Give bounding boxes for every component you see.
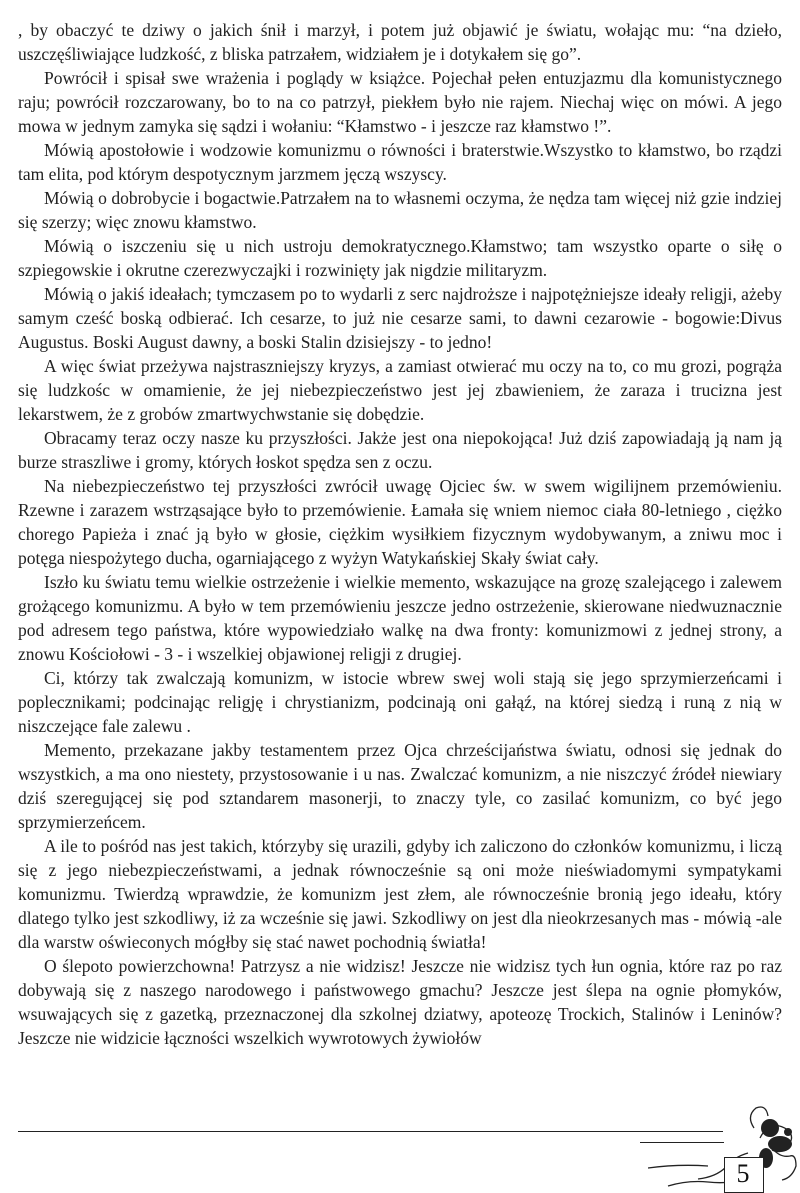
paragraph: Ci, którzy tak zwalczają komunizm, w istocie wbrew swej woli stają się jego sprzymierzeńcami i poplecznikami; podcinając religję i chrystianizm, podcinają oni gałąź, na której siedzą i runą z nią w niszczejące fale zalewu . [18, 668, 782, 736]
body-text [18, 18, 782, 1050]
paragraph: Na niebezpieczeństwo tej przyszłości zwrócił uwagę Ojciec św. w swem wigilijnem przemówieniu. Rzewne i zarazem wstrząsające było to przemówienie. Łamała się wniem niemoc ciała 80-letniego , ciężko chorego Papieża i znać ją było w głosie, ciężkim wysiłkiem fizycznym wydobywanym, a zniwu moc i potęga niespożytego ducha, ogarniającego z wyżyn Watykańskiej Skały świat cały. [18, 476, 782, 568]
paragraph: Memento, przekazane jakby testamentem przez Ojca chrześcijaństwa światu, odnosi się jednak do wszystkich, a ma ono niestety, przystosowanie i u nas. Zwalczać komunizm, a nie niszczyć źródeł niewiary dziś szeregującej się pod sztandarem masonerji, to znaczy tyle, co zasilać komunizm, co być jego sprzymierzeńcem. [18, 740, 782, 832]
paragraph: , by obaczyć te dziwy o jakich śnił i marzył, i potem już objawić je światu, wołając mu: “na dzieło, uszczęśliwiające ludzkość, z bliska patrzałem, widziałem je i dotykałem się go”. [18, 20, 782, 64]
paragraph: A ile to pośród nas jest takich, którzyby się urazili, gdyby ich zaliczono do członków komunizmu, i liczą się z jego niebezpieczeństwami, a jednak równocześnie są oni może nieświadomymi sympatykami komunizmu. Twierdzą wprawdzie, że komunizm jest złem, ale równocześnie bronią jego ideału, który dlatego tylko jest szkodliwy, iż za wcześnie się jawi. Szkodliwy on jest dla nieokrzesanych mas - mówią -ale dla warstw oświeconych mógłby się stać nawet pochodnią światła! [18, 836, 782, 952]
paragraph: Obracamy teraz oczy nasze ku przyszłości. Jakże jest ona niepokojąca! Już dziś zapowiadają ją nam ją burze straszliwe i gromy, których łoskot spędza sen z oczu. [18, 428, 782, 472]
cherub-ornament-icon [648, 1098, 798, 1193]
paragraph: A więc świat przeżywa najstraszniejszy kryzys, a zamiast otwierać mu oczy na to, co mu grozi, pogrąża się ludzkośc w omamienie, że jej niebezpieczeństwo jest jej zbawieniem, że zaraza i trucizna jest lekarstwem, że z grobów zmartwychwstanie się dobędzie. [18, 356, 782, 424]
paragraph: Mówią apostołowie i wodzowie komunizmu o równości i braterstwie.Wszystko to kłamstwo, bo rządzi tam elita, pod którym despotycznym jarzmem jęczą wszyscy. [18, 140, 782, 184]
paragraph: Iszło ku światu temu wielkie ostrzeżenie i wielkie memento, wskazujące na grozę szalejącego i zalewem grożącego komunizmu. A było w tem przemówieniu jeszcze jedno ostrzeżenie, skierowane niedwuznacznie pod adresem tego państwa, które wypowiedziało walkę na dwa fronty: komunizmowi z jednej strony, a znowu Kościołowi - 3 - i wszelkiej objawionej religji z drugiej. [18, 572, 782, 664]
paragraph: Mówią o dobrobycie i bogactwie.Patrzałem na to własnemi oczyma, że nędza tam więcej niż gzie indziej się szerzy; więc znowu kłamstwo. [18, 188, 782, 232]
paragraph: Mówią o iszczeniu się u nich ustroju demokratycznego.Kłamstwo; tam wszystko oparte o siłę o szpiegowskie i okrutne czerezwyczajki i rozwinięty jak nigdzie militaryzm. [18, 236, 782, 280]
paragraph: Powrócił i spisał swe wrażenia i poglądy w książce. Pojechał pełen entuzjazmu dla komunistycznego raju; powrócił rozczarowany, bo to na co patrzył, piekłem było nie rajem. Niechaj więc on mówi. A jego mowa w jednym zamyka się sądzi i wołaniu: “Kłamstwo - i jeszcze raz kłamstwo !”. [18, 68, 782, 136]
footer-rule [18, 1131, 723, 1132]
paragraph: O ślepoto powierzchowna! Patrzysz a nie widzisz! Jeszcze nie widzisz tych łun ognia, które raz po raz dobywają się z naszego narodowego i państwowego gmachu? Jeszcze jest ślepa na ognie płomyków, wsuwających się z gazetką, przeznaczonej dla szkolnej dziatwy, apoteozę Trockich, Stalinów i Leninów? Jeszcze nie widzicie łączności wszelkich wywrotowych żywiołów [18, 956, 782, 1048]
paragraph: Mówią o jakiś ideałach; tymczasem po to wydarli z serc najdroższe i najpotężniejsze ideały religji, ażeby samym cześć boską odbierać. Ich cesarze, to już nie cesarze sami, to dawni cezarowie - bogowie:Divus Augustus. Boski August dawny, a boski Stalin dzisiejszy - to jedno! [18, 284, 782, 352]
page-number: 5 [736, 1159, 750, 1188]
